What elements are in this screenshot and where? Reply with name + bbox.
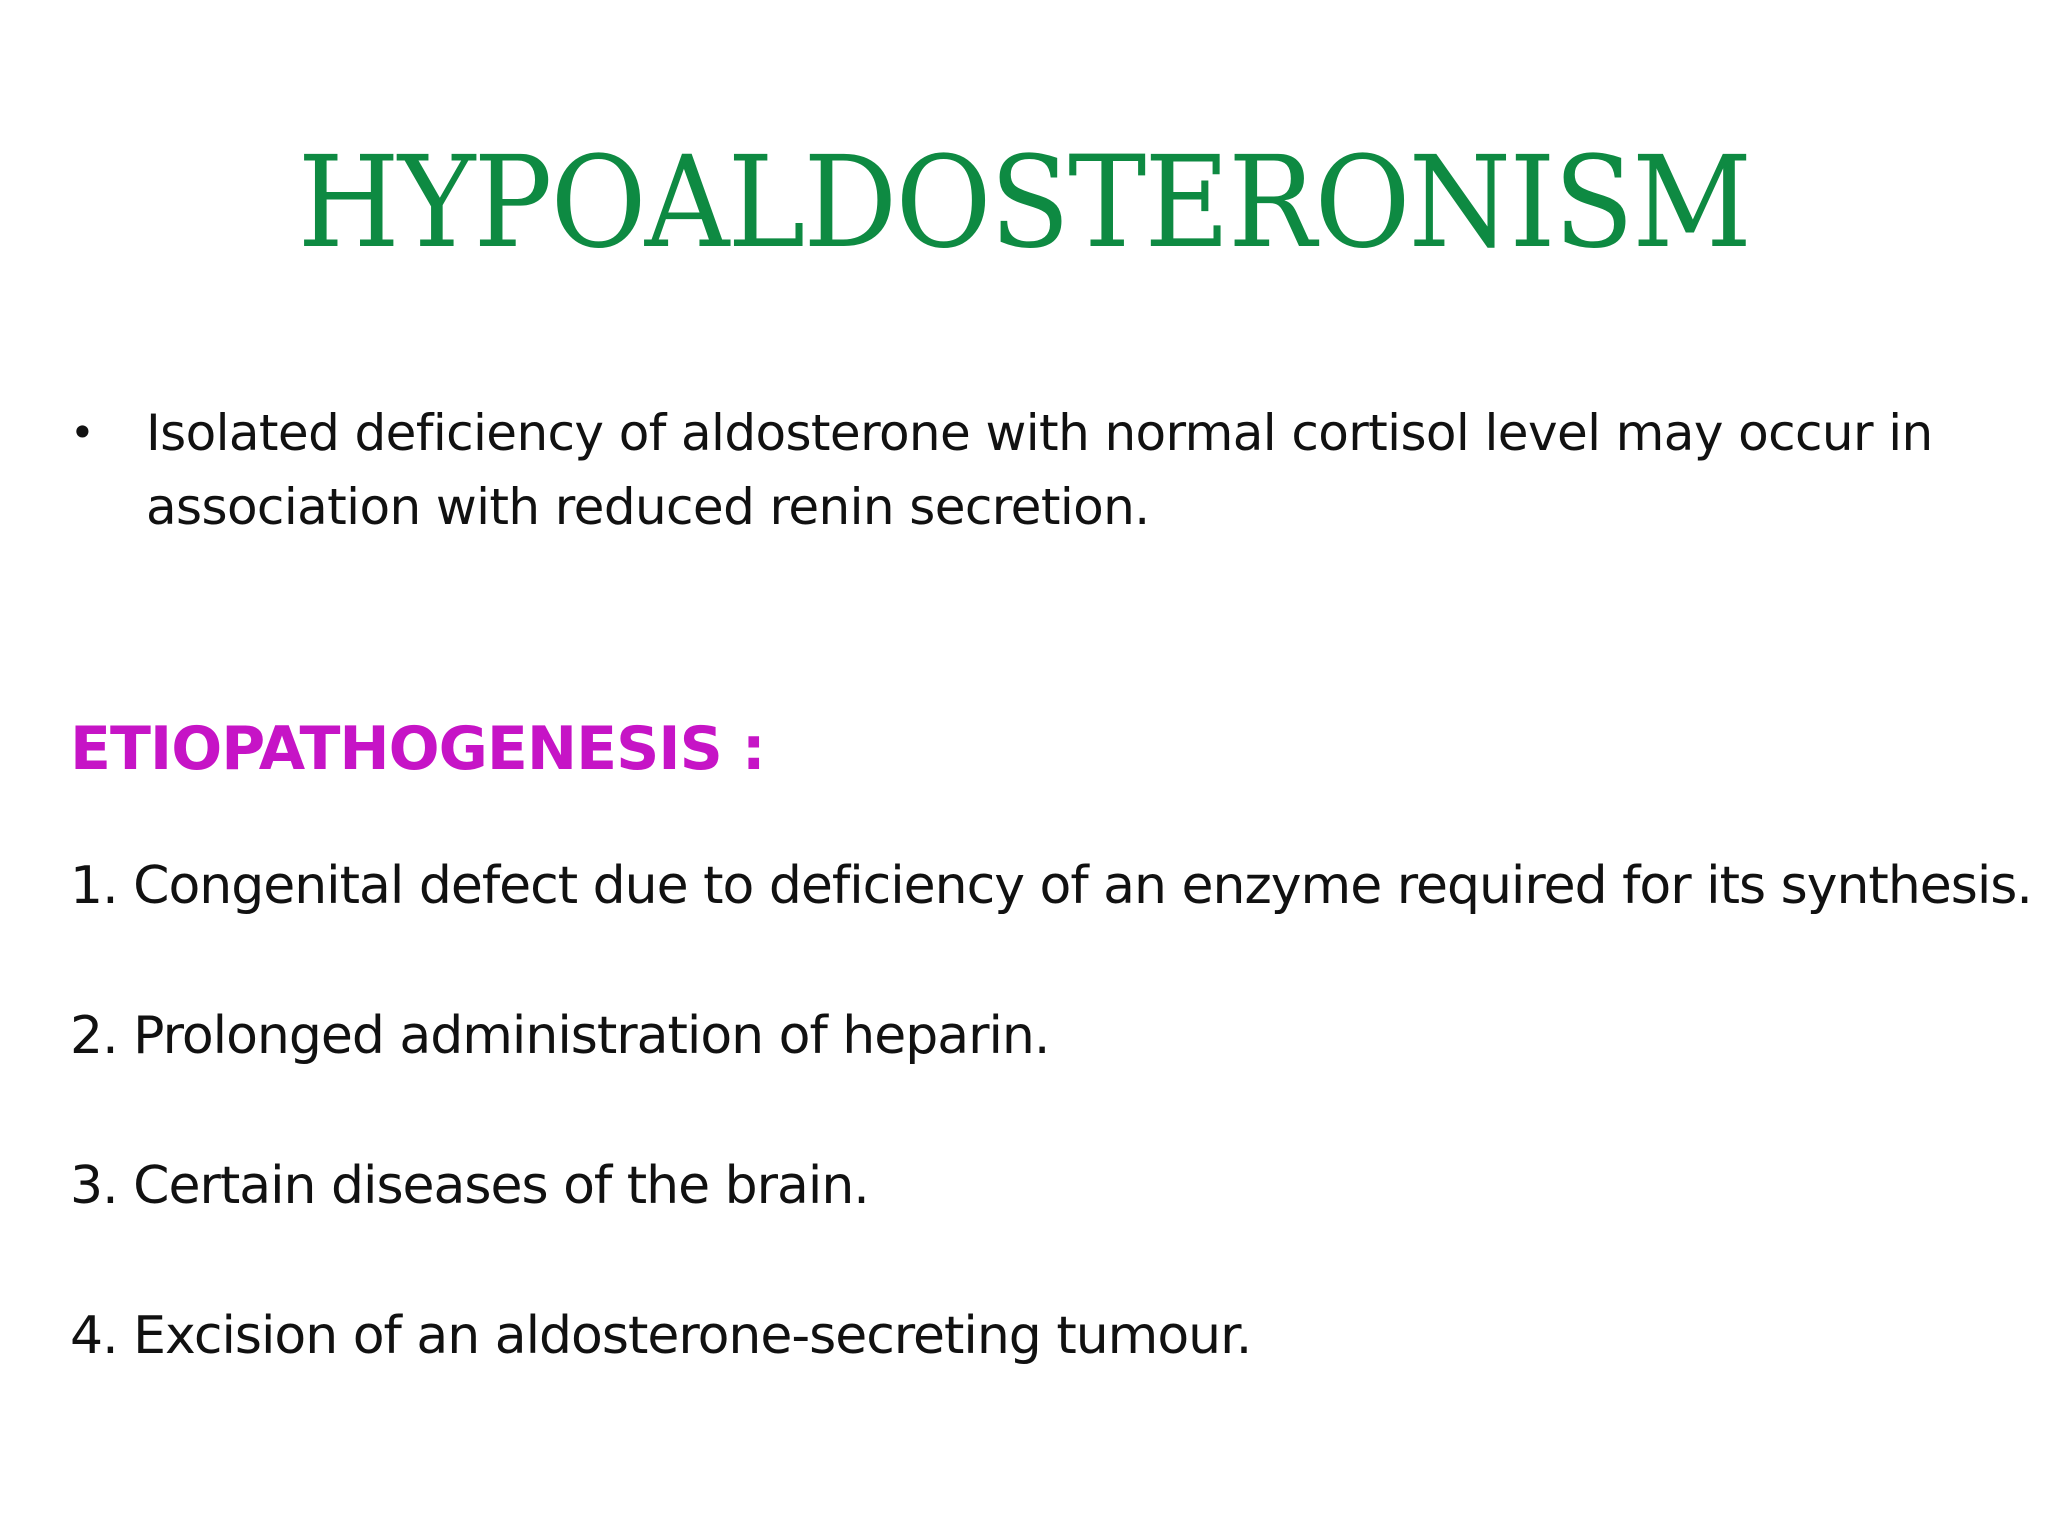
bullet-marker: • [70, 408, 95, 457]
section-heading: ETIOPATHOGENESIS : [70, 714, 765, 784]
list-item: 4. Excision of an aldosterone-secreting tumour. [70, 1306, 1252, 1366]
intro-bullet-text: Isolated deficiency of aldosterone with normal cortisol level may occur in association with reduced renin secretion. [146, 404, 1933, 536]
list-item: 2. Prolonged administration of heparin. [70, 1006, 1050, 1066]
list-item: 1. Congenital defect due to deficiency of an enzyme required for its synthesis. [70, 856, 2032, 916]
slide-title: HYPOALDOSTERONISM [297, 129, 1751, 276]
list-item: 3. Certain diseases of the brain. [70, 1156, 869, 1216]
